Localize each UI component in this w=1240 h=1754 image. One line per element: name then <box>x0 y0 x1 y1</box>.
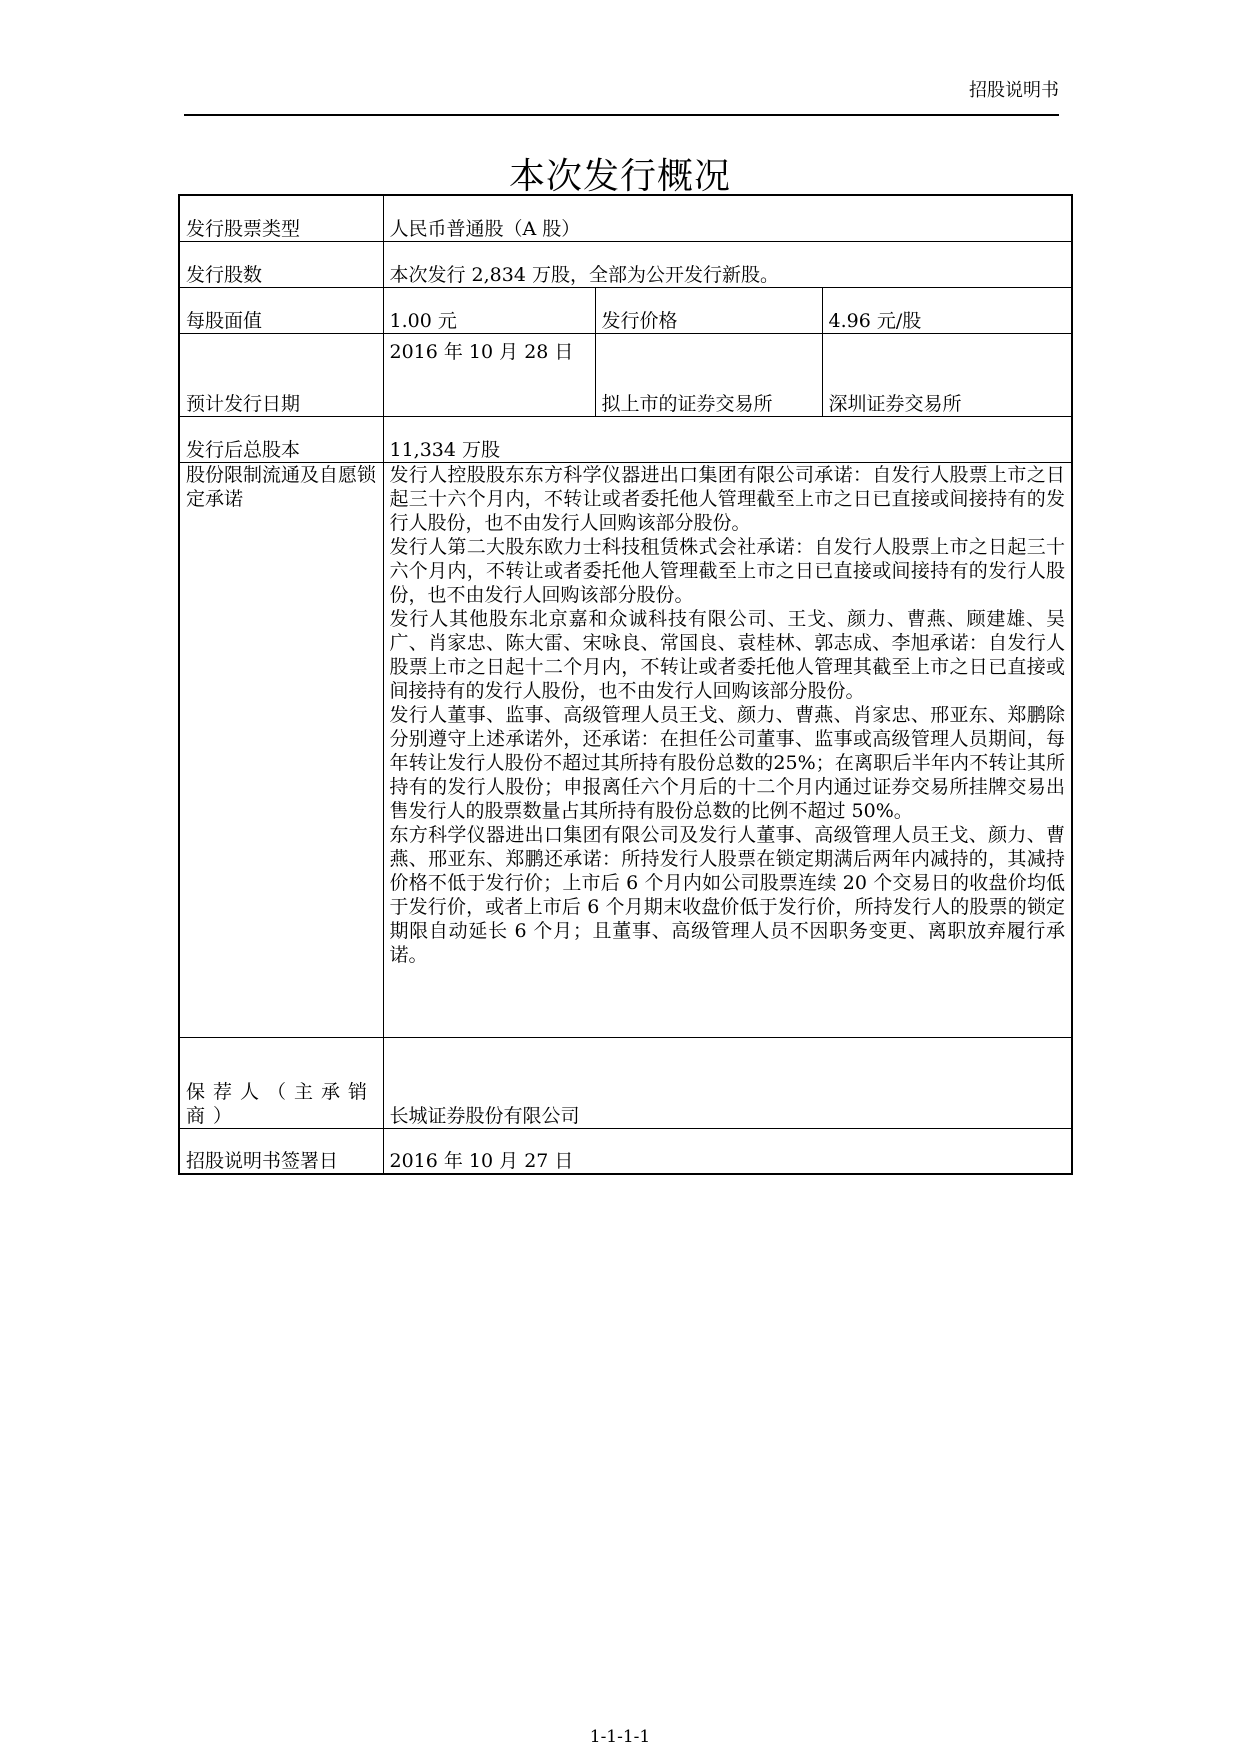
issue-price-label: 发行价格 <box>595 287 822 333</box>
shares-label: 发行股数 <box>179 241 383 287</box>
lockup-paragraph: 东方科学仪器进出口集团有限公司及发行人董事、高级管理人员王戈、颜力、曹燕、邢亚东、郑鹏还承诺：所持发行人股票在锁定期满后两年内减持的，其减持价格不低于发行价；上市后 6 个月内如公司股票连续 20 个交易日的收盘价均低于发行价，或者上市后 6 个月期末收盘价低于发行价，所持发行人的股票的锁定期限自动延长 6 个月；且董事、高级管理人员不因职务变更、离职放弃履行承诺。 <box>389 823 1066 966</box>
table-row <box>179 241 1072 287</box>
sponsor-label: 保荐人（主承销商） <box>179 1037 383 1128</box>
total-shares-value: 11,334 万股 <box>383 416 1072 462</box>
table-row <box>179 416 1072 462</box>
lockup-paragraph: 发行人第二大股东欧力士科技租赁株式会社承诺：自发行人股票上市之日起三十六个月内，不转让或者委托他人管理截至上市之日已直接或间接持有的发行人股份，也不由发行人回购该部分股份。 <box>389 535 1066 606</box>
table-row <box>179 1037 1072 1128</box>
lockup-label: 股份限制流通及自愿锁定承诺 <box>179 462 383 1037</box>
stock-type-label: 发行股票类型 <box>179 195 383 241</box>
table-row <box>179 195 1072 241</box>
header-divider <box>184 114 1059 116</box>
par-value-value: 1.00 元 <box>383 287 595 333</box>
sign-date-label: 招股说明书签署日 <box>179 1128 383 1174</box>
lockup-paragraph: 发行人其他股东北京嘉和众诚科技有限公司、王戈、颜力、曹燕、顾建雄、吴广、肖家忠、陈大雷、宋咏良、常国良、袁桂林、郭志成、李旭承诺：自发行人股票上市之日起十二个月内，不转让或者委托他人管理其截至上市之日已直接或间接持有的发行人股份，也不由发行人回购该部分股份。 <box>389 607 1066 702</box>
table-row <box>179 333 1072 416</box>
lockup-paragraph: 发行人董事、监事、高级管理人员王戈、颜力、曹燕、肖家忠、邢亚东、郑鹏除分别遵守上述承诺外，还承诺：在担任公司董事、监事或高级管理人员期间，每年转让发行人股份不超过其所持有股份总数的25%；在离职后半年内不转让其所持有的发行人股份；申报离任六个月后的十二个月内通过证券交易所挂牌交易出售发行人的股票数量占其所持有股份总数的比例不超过 50%。 <box>389 703 1066 822</box>
exchange-label: 拟上市的证券交易所 <box>595 333 822 416</box>
lockup-paragraph: 发行人控股股东东方科学仪器进出口集团有限公司承诺：自发行人股票上市之日起三十六个月内，不转让或者委托他人管理截至上市之日已直接或间接持有的发行人股份，也不由发行人回购该部分股份。 <box>389 463 1066 534</box>
sign-date-value: 2016 年 10 月 27 日 <box>383 1128 1072 1174</box>
total-shares-label: 发行后总股本 <box>179 416 383 462</box>
page-title: 本次发行概况 <box>508 156 731 197</box>
exchange-value: 深圳证券交易所 <box>822 333 1072 416</box>
document-header-label: 招股说明书 <box>969 80 1059 101</box>
stock-type-value: 人民币普通股（A 股） <box>383 195 1072 241</box>
issue-price-value: 4.96 元/股 <box>822 287 1072 333</box>
page-number: 1-1-1-1 <box>589 1727 651 1747</box>
lockup-commitments <box>383 462 1072 1037</box>
table-row <box>179 462 1072 1037</box>
par-value-label: 每股面值 <box>179 287 383 333</box>
table-row <box>179 287 1072 333</box>
offering-summary-table <box>178 194 1073 1175</box>
table-row <box>179 1128 1072 1174</box>
issue-date-label: 预计发行日期 <box>179 333 383 416</box>
issue-date-value: 2016 年 10 月 28 日 <box>383 333 595 416</box>
sponsor-value: 长城证券股份有限公司 <box>383 1037 1072 1128</box>
shares-value: 本次发行 2,834 万股，全部为公开发行新股。 <box>383 241 1072 287</box>
